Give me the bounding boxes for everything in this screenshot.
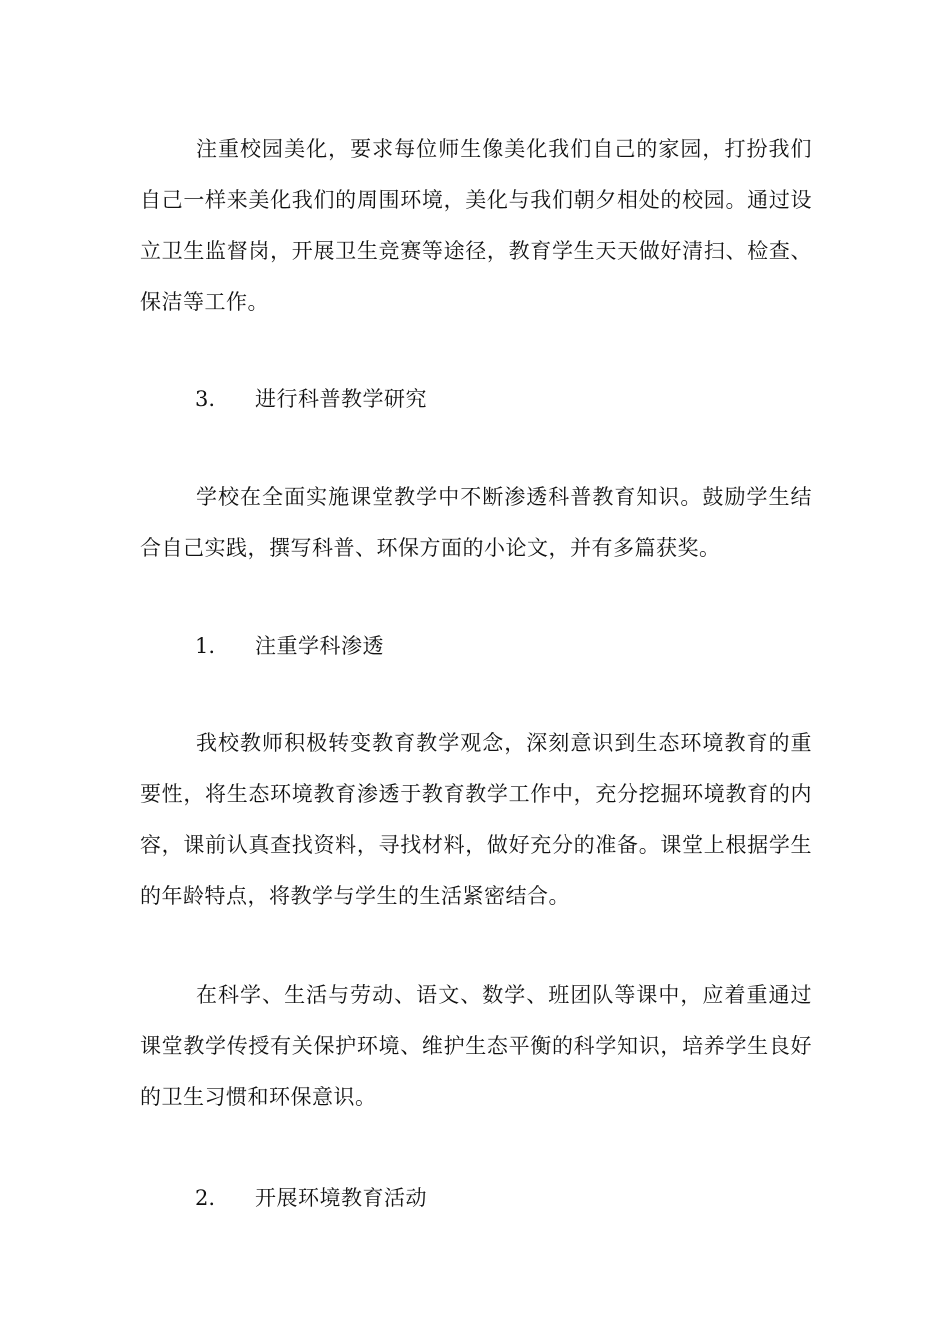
heading-number: 2. <box>195 1186 216 1210</box>
paragraph-teacher-concepts: 我校教师积极转变教育教学观念，深刻意识到生态环境教育的重要性，将生态环境教育渗透于教育教学工作中，充分挖掘环境教育的内容，课前认真查找资料，寻找材料，做好充分的准备。课堂上根据学生的年龄特点，将教学与学生的生活紧密结合。 <box>140 731 812 908</box>
heading-text: 注重学科渗透 <box>255 634 384 658</box>
paragraph-campus-beautification: 注重校园美化，要求每位师生像美化我们自己的家园，打扮我们自己一样来美化我们的周围环境，美化与我们朝夕相处的校园。通过设立卫生监督岗，开展卫生竞赛等途径，教育学生天天做好清扫、检查、保洁等工作。 <box>140 137 812 314</box>
heading-text: 进行科普教学研究 <box>255 387 427 411</box>
heading-text: 开展环境教育活动 <box>255 1186 427 1210</box>
paragraph-course-teaching: 在科学、生活与劳动、语文、数学、班团队等课中，应着重通过课堂教学传授有关保护环境、维护生态平衡的科学知识，培养学生良好的卫生习惯和环保意识。 <box>140 983 812 1109</box>
heading-environmental-activities <box>195 1183 427 1213</box>
heading-science-teaching-research <box>195 384 427 414</box>
heading-number: 3. <box>195 387 216 411</box>
paragraph-science-education: 学校在全面实施课堂教学中不断渗透科普教育知识。鼓励学生结合自己实践，撰写科普、环保方面的小论文，并有多篇获奖。 <box>140 485 812 560</box>
heading-number: 1. <box>195 634 216 658</box>
heading-subject-integration <box>195 631 384 661</box>
